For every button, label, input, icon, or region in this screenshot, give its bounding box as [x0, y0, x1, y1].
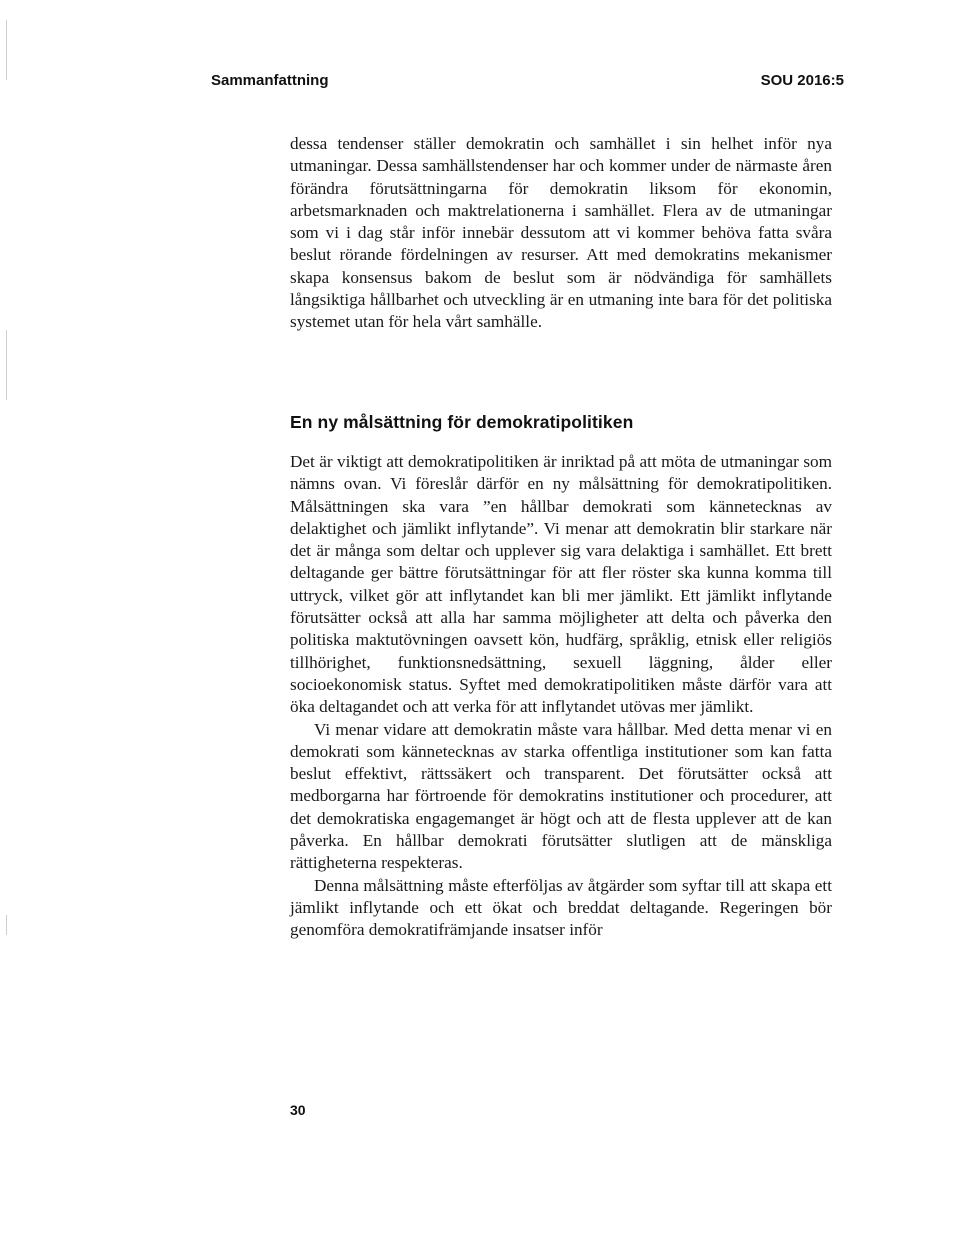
section-heading: En ny målsättning för demokratipolitiken — [290, 412, 634, 432]
body-paragraph: Det är viktigt att demokratipolitiken är inriktad på att möta de utmaningar som nämns ovan. Vi föreslår därför en ny målsättning för demokratipolitiken. Målsättningen ska vara ”en hållbar demokrati som kännetecknas av delaktighet och jämlikt inflytande”. Vi menar att demokratin blir starkare när det är många som deltar och upplever sig vara delaktiga i samhället. Ett brett deltagande ger bättre förutsättningar för att fler röster ska kunna komma till uttryck, vilket gör att inflytandet kan bli mer jämlikt. Ett jämlikt inflytande förutsätter också att alla har samma möjligheter att delta och påverka den politiska maktutövningen oavsett kön, hudfärg, språklig, etnisk eller religiös tillhörighet, funktionsnedsättning, sexuell läggning, ålder eller socioekonomisk status. Syftet med demokratipolitiken måste därför vara att öka deltagandet och att verka för att inflytandet utövas mer jämlikt. — [290, 452, 832, 717]
section-text-block — [290, 451, 832, 942]
running-header-section: Sammanfattning — [211, 72, 329, 89]
body-paragraph: Denna målsättning måste efterföljas av åtgärder som syftar till att skapa ett jämlikt inflytande och ett ökat och breddat deltagande. Regeringen bör genomföra demokratifrämjande insatser inför — [290, 875, 832, 940]
running-header-report-id: SOU 2016:5 — [760, 72, 844, 89]
scan-edge-mark — [6, 20, 7, 80]
intro-paragraph: dessa tendenser ställer demokratin och samhället i sin helhet inför nya utmaningar. Dessa samhällstendenser har och kommer under de närmaste åren förändra förutsättningarna för demokratin liksom för ekonomin, arbetsmarknaden och maktrelationerna i samhället. Flera av de utmaningar som vi i dag står inför innebär dessutom att vi kommer behöva fatta svåra beslut rörande fördelningen av resurser. Att med demokratins mekanismer skapa konsensus bakom de beslut som är nödvändiga för samhällets långsiktiga hållbarhet och utveckling är en utmaning inte bara för det politiska systemet utan för hela vårt samhälle. — [290, 134, 832, 332]
page-number: 30 — [290, 1102, 306, 1118]
body-paragraph: Vi menar vidare att demokratin måste vara hållbar. Med detta menar vi en demokrati som kännetecknas av starka offentliga institutioner som kan fatta beslut effektivt, rättssäkert och transparent. Det förutsätter också att medborgarna har förtroende för demokratins institutioner och procedurer, att det demokratiska engagemanget är högt och att de flesta upplever att de kan påverka. En hållbar demokrati förutsätter slutligen att de mänskliga rättigheterna respekteras. — [290, 719, 832, 873]
intro-text-block — [290, 133, 832, 334]
scan-edge-mark — [6, 915, 7, 935]
scan-edge-mark — [6, 330, 7, 400]
